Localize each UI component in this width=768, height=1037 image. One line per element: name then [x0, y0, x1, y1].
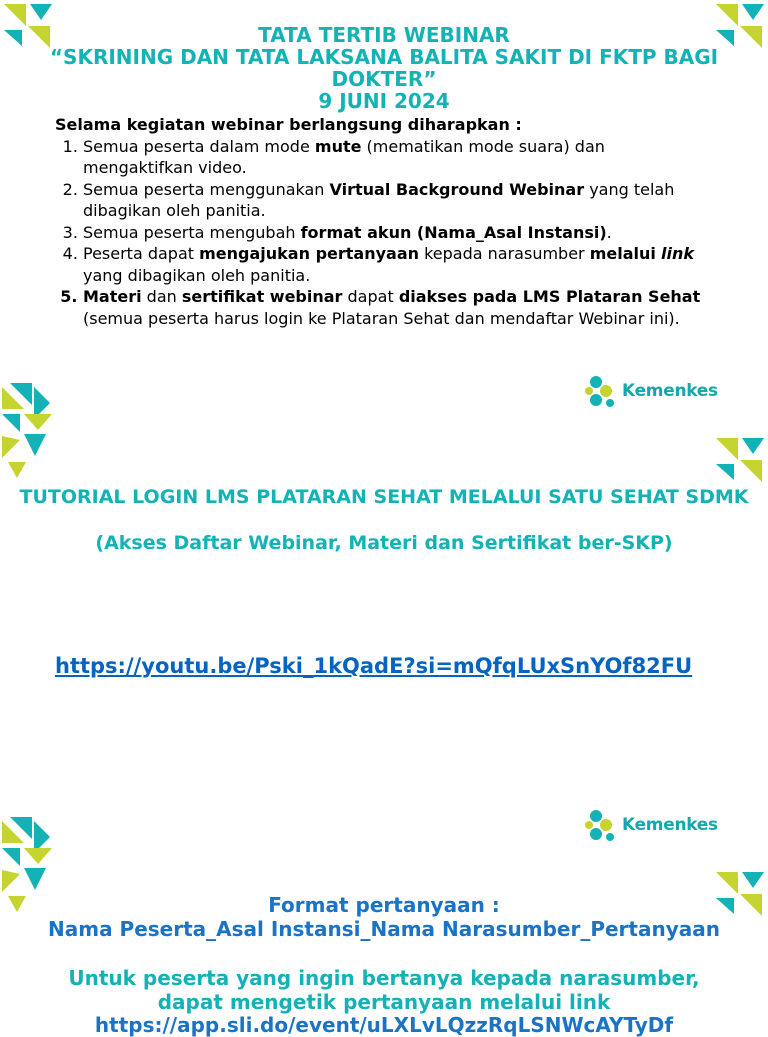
slide-question-format: [0, 868, 768, 1037]
rule-4-bold-2: melalui: [589, 244, 656, 263]
rules-body: [55, 114, 720, 329]
tutorial-title: TUTORIAL LOGIN LMS PLATARAN SEHAT MELALUI SATU SEHAT SDMK: [19, 486, 749, 508]
rule-3-text: Semua peserta mengubah: [83, 222, 301, 242]
rule-4-italic: link: [660, 244, 694, 263]
corner-ornament-top-right-2: [712, 434, 768, 490]
question-note-line-2: dapat mengetik pertanyaan melalui link: [157, 990, 611, 1014]
kemenkes-logo-icon: [586, 374, 616, 408]
youtube-tutorial-link[interactable]: https://youtu.be/Pski_1kQadE?si=mQfqLUxSnYOf82FU: [55, 654, 693, 678]
kemenkes-logo-text-2: Kemenkes: [622, 815, 718, 835]
rule-2-text: Semua peserta menggunakan: [83, 179, 330, 199]
rule-1-text: Semua peserta dalam mode: [83, 136, 315, 156]
rule-4-text-end: yang dibagikan oleh panitia.: [83, 265, 311, 285]
rules-title: [0, 24, 768, 112]
kemenkes-logo-2: [586, 808, 718, 842]
rule-item-3: [83, 222, 720, 244]
rule-4-text: Peserta dapat: [83, 244, 200, 263]
rule-5-bold: Materi: [83, 287, 142, 306]
rule-1-bold: mute: [314, 136, 362, 156]
rule-5-text-2: dapat: [342, 287, 399, 306]
rule-5-bold-3: diakses pada LMS Plataran Sehat: [398, 287, 701, 306]
rule-5-bold-2: sertifikat webinar: [181, 287, 343, 306]
rules-title-line-1: TATA TERTIB WEBINAR: [258, 23, 510, 47]
question-format-label: Format pertanyaan :: [268, 893, 500, 917]
rules-lead: Selama kegiatan webinar berlangsung diharapkan :: [55, 115, 522, 134]
rule-4-text-mid: kepada narasumber: [419, 244, 590, 263]
rule-5-text: dan: [141, 287, 182, 306]
rules-title-line-3: 9 JUNI 2024: [318, 89, 450, 113]
rule-item-5: [83, 286, 720, 329]
rule-3-text-end: .: [606, 222, 612, 242]
rule-2-text-end: yang telah dibagikan oleh panitia.: [83, 179, 675, 220]
rule-1-text-end: (mematikan mode suara) dan mengaktifkan video.: [83, 136, 605, 177]
rule-item-2: [83, 179, 720, 222]
rule-4-bold: mengajukan pertanyaan: [199, 244, 420, 263]
rule-item-4: [83, 243, 720, 286]
rules-list: [55, 136, 720, 330]
rules-title-line-2: “SKRINING DAN TATA LAKSANA BALITA SAKIT DI FKTP BAGI DOKTER”: [49, 45, 719, 91]
kemenkes-logo-icon-2: [586, 808, 616, 842]
slide-rules: [0, 0, 768, 434]
rule-5-text-end: (semua peserta harus login ke Plataran Sehat dan mendaftar Webinar ini).: [83, 308, 680, 328]
slide-tutorial: [0, 434, 768, 868]
kemenkes-logo-text: Kemenkes: [622, 381, 718, 401]
rule-2-bold: Virtual Background Webinar: [329, 179, 585, 199]
rule-3-bold: format akun (Nama_Asal Instansi): [300, 222, 607, 242]
question-note-line-1: Untuk peserta yang ingin bertanya kepada narasumber,: [68, 966, 700, 990]
slido-link[interactable]: https://app.sli.do/event/uLXLvLQzzRqLSNWcAYTyDf: [94, 1013, 674, 1037]
rule-item-1: [83, 136, 720, 179]
tutorial-subtitle: (Akses Daftar Webinar, Materi dan Sertifikat ber-SKP): [95, 532, 673, 554]
question-format-value: Nama Peserta_Asal Instansi_Nama Narasumber_Pertanyaan: [48, 917, 720, 941]
kemenkes-logo: [586, 374, 718, 408]
